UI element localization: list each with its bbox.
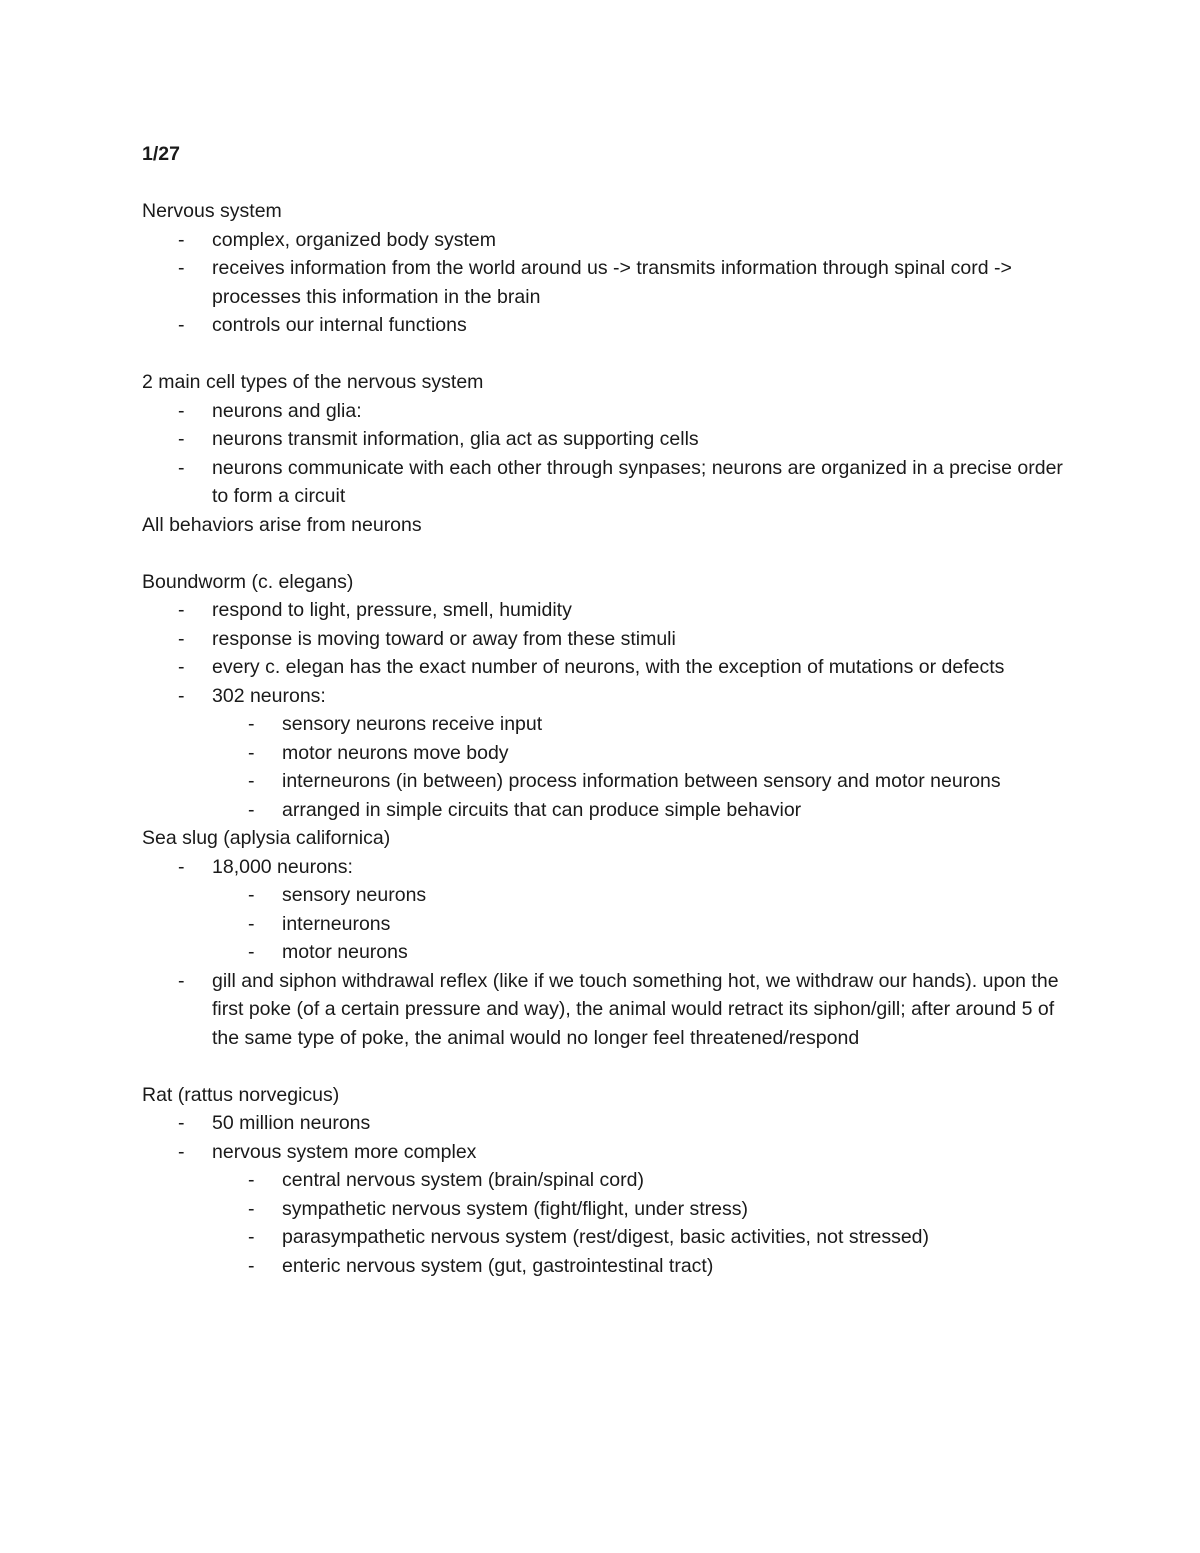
bullet-list <box>142 596 1082 824</box>
list-item-text: 18,000 neurons: <box>212 855 353 878</box>
bullet-list <box>142 226 1082 340</box>
sub-list-item: - interneurons (in between) process information between sensory and motor neurons <box>212 767 1082 796</box>
sub-list-item: - arranged in simple circuits that can produce simple behavior <box>212 796 1082 825</box>
list-item: - every c. elegan has the exact number of neurons, with the exception of mutations or defects <box>142 653 1082 682</box>
list-item: - neurons transmit information, glia act as supporting cells <box>142 425 1082 454</box>
section-heading: 2 main cell types of the nervous system <box>142 371 484 393</box>
sub-list-item: - central nervous system (brain/spinal cord) <box>212 1166 1082 1195</box>
list-item-text: nervous system more complex <box>212 1140 477 1163</box>
list-item: - controls our internal functions <box>142 311 1082 340</box>
list-item: - gill and siphon withdrawal reflex (like if we touch something hot, we withdraw our hands). upon the first poke (of a certain pressure and way), the animal would retract its siphon/gill; after around 5 of the same type of poke, the animal would no longer feel threatened/respond <box>142 967 1082 1053</box>
list-item: - neurons and glia: <box>142 397 1082 426</box>
section-sea-slug <box>142 824 1082 1052</box>
section-heading: Boundworm (c. elegans) <box>142 570 354 593</box>
bullet-list <box>142 1109 1082 1280</box>
notes-body <box>142 140 1082 1280</box>
sub-list-item: - parasympathetic nervous system (rest/digest, basic activities, not stressed) <box>212 1223 1082 1252</box>
sub-list-item: - motor neurons move body <box>212 739 1082 768</box>
sub-list-item: - interneurons <box>212 910 1082 939</box>
list-item: - respond to light, pressure, smell, humidity <box>142 596 1082 625</box>
section-heading: Rat (rattus norvegicus) <box>142 1083 340 1106</box>
list-item-text: 302 neurons: <box>212 684 326 707</box>
list-item-with-sublist <box>142 853 1082 967</box>
sub-list-item: - sensory neurons <box>212 881 1082 910</box>
sub-bullet-list <box>212 881 1082 967</box>
sub-list-item: - enteric nervous system (gut, gastrointestinal tract) <box>212 1252 1082 1281</box>
summary-line: All behaviors arise from neurons <box>142 513 422 536</box>
section-rat <box>142 1081 1082 1281</box>
sub-list-item: - motor neurons <box>212 938 1082 967</box>
bullet-list <box>142 397 1082 511</box>
list-item: - 50 million neurons <box>142 1109 1082 1138</box>
section-heading: Nervous system <box>142 200 282 222</box>
list-item: - complex, organized body system <box>142 226 1082 255</box>
sub-bullet-list <box>212 1166 1082 1280</box>
note-date: 1/27 <box>142 143 180 165</box>
sub-bullet-list <box>212 710 1082 824</box>
sub-list-item: - sensory neurons receive input <box>212 710 1082 739</box>
sub-list-item: - sympathetic nervous system (fight/flight, under stress) <box>212 1195 1082 1224</box>
list-item-with-sublist <box>142 682 1082 825</box>
section-cell-types <box>142 368 1082 539</box>
section-nervous-system <box>142 197 1082 340</box>
list-item: - receives information from the world around us -> transmits information through spinal cord -> processes this information in the brain <box>142 254 1082 311</box>
section-heading: Sea slug (aplysia californica) <box>142 827 391 849</box>
list-item: - response is moving toward or away from these stimuli <box>142 625 1082 654</box>
list-item-with-sublist <box>142 1138 1082 1281</box>
section-boundworm <box>142 568 1082 825</box>
list-item: - neurons communicate with each other through synpases; neurons are organized in a precise order to form a circuit <box>142 454 1082 511</box>
bullet-list <box>142 853 1082 1053</box>
